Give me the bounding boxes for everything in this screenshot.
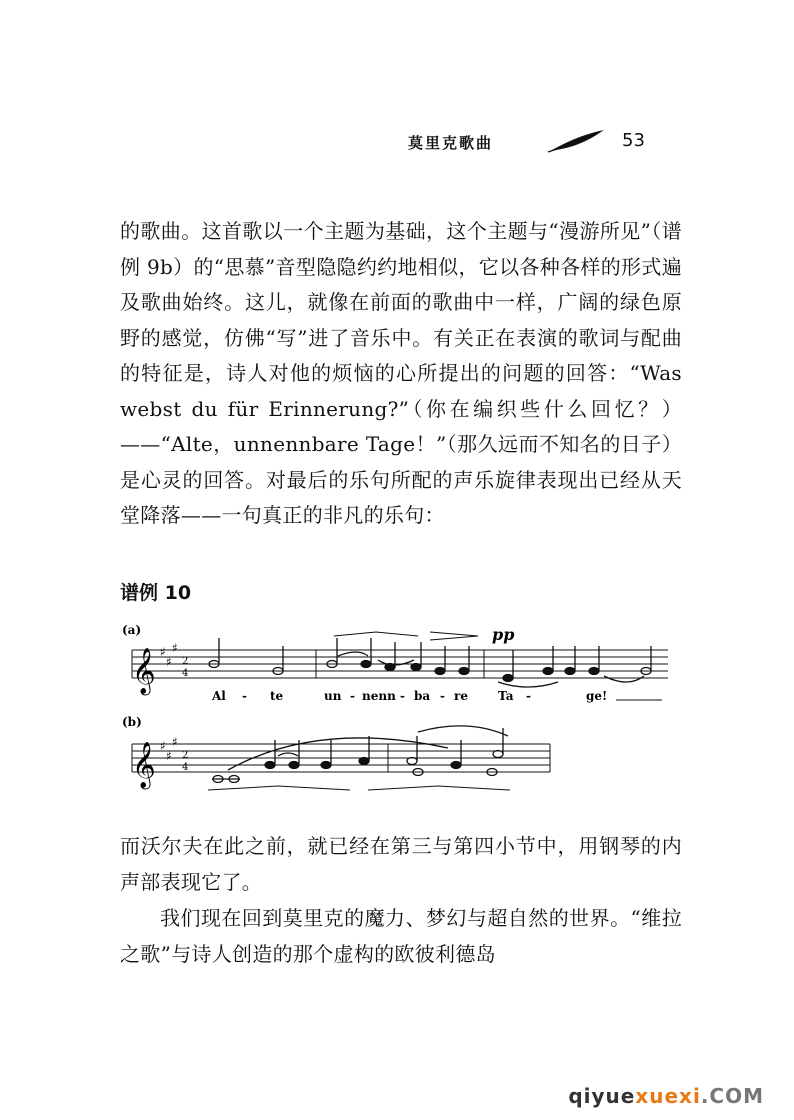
svg-text:♯: ♯ — [160, 645, 166, 659]
svg-text:Al: Al — [212, 689, 226, 703]
svg-text:♯: ♯ — [172, 735, 178, 749]
svg-text:♯: ♯ — [166, 749, 172, 763]
feather-quill-icon — [546, 128, 606, 158]
treble-clef-icon: 𝄞 — [132, 648, 156, 694]
site-watermark: qiyuexuexi.COM — [568, 1084, 764, 1108]
svg-text:nenn: nenn — [362, 689, 396, 703]
part-a-label: (a) — [122, 623, 142, 637]
example-label: 谱例 10 — [120, 582, 192, 604]
running-title: 莫里克歌曲 — [408, 134, 494, 152]
svg-text:te: te — [270, 689, 284, 703]
hairpins-a — [334, 632, 478, 640]
svg-text:♯: ♯ — [172, 641, 178, 655]
dynamic-marking: pp — [492, 625, 515, 644]
staff-b — [132, 744, 550, 772]
score-part-a — [122, 623, 668, 703]
page-number: 53 — [622, 130, 645, 151]
svg-text:ge!: ge! — [586, 689, 608, 703]
closing-paragraphs — [120, 828, 682, 972]
part-b-label: (b) — [122, 715, 142, 729]
svg-text:-: - — [526, 689, 531, 703]
svg-text:ba: ba — [414, 689, 431, 703]
svg-text:-: - — [242, 689, 247, 703]
key-signature-b — [160, 735, 178, 763]
notes-b — [212, 726, 508, 783]
hairpins-b — [208, 786, 510, 790]
svg-text:-: - — [400, 689, 405, 703]
svg-text:un: un — [324, 689, 342, 703]
lyrics-a — [211, 689, 607, 703]
music-score — [118, 620, 678, 804]
svg-text:4: 4 — [182, 762, 189, 773]
time-signature-a: 2 — [182, 656, 189, 667]
svg-text:re: re — [454, 689, 468, 703]
key-signature-a — [160, 641, 178, 669]
notes-a — [209, 638, 651, 687]
treble-clef-icon: 𝄞 — [132, 742, 156, 788]
svg-text:4: 4 — [182, 668, 189, 679]
svg-text:-: - — [350, 689, 355, 703]
svg-text:♯: ♯ — [166, 655, 172, 669]
svg-text:Ta: Ta — [498, 689, 514, 703]
body-paragraph — [120, 214, 682, 534]
paragraph-text: 我们现在回到莫里克的魔力、梦幻与超自然的世界。“维拉之歌”与诗人创造的那个虚构的欧彼利德岛 — [120, 906, 682, 966]
page-header — [408, 130, 668, 160]
svg-text:-: - — [440, 689, 445, 703]
time-signature-b: 2 — [182, 750, 189, 761]
score-part-b — [122, 715, 550, 790]
svg-text:♯: ♯ — [160, 739, 166, 753]
paragraph-text: 的歌曲。这首歌以一个主题为基础，这个主题与“漫游所见”（谱例 9b）的“思慕”音型隐隐约约地相似，它以各种各样的形式遍及歌曲始终。这儿，就像在前面的歌曲中一样，广阔的绿色原野的感觉，仿佛“写”进了音乐中。有关正在表演的歌词与配曲的特征是，诗人对他的烦恼的心所提出的问题的回答：“Was webst du für Erinnerung?”（你在编织些什么回忆？）——“Alte，unnennbare Tage！”（那久远而不知名的日子）是心灵的回答。对最后的乐句所配的声乐旋律表现出已经从天堂降落——一句真正的非凡的乐句： — [120, 219, 682, 527]
paragraph-text: 而沃尔夫在此之前，就已经在第三与第四小节中，用钢琴的内声部表现它了。 — [120, 834, 682, 894]
